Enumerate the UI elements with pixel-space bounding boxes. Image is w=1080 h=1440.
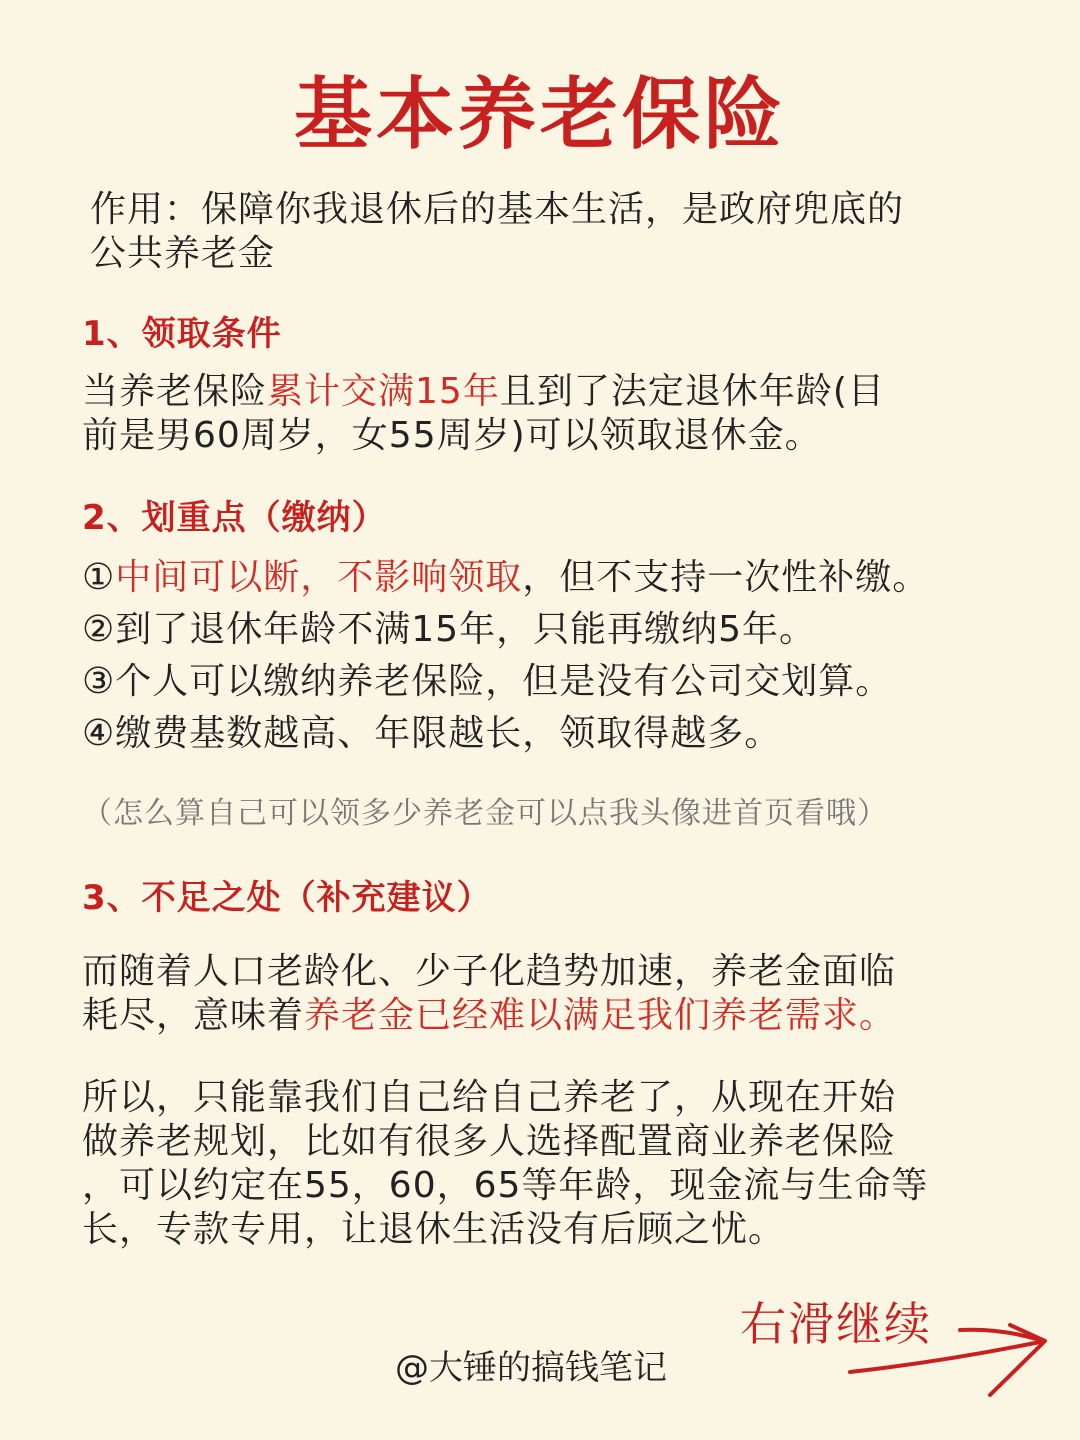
section1-text: 当养老保险 bbox=[82, 371, 268, 412]
swipe-hint: 右滑继续 bbox=[740, 1297, 932, 1351]
item-marker: ① bbox=[82, 557, 116, 598]
item1-text: ，但不支持一次性补缴。 bbox=[522, 557, 930, 598]
page-title: 基本养老保险 bbox=[293, 69, 786, 160]
section2-heading: 2、划重点（缴纳） bbox=[82, 498, 387, 538]
item1-highlight: 中间可以断，不影响领取 bbox=[115, 557, 523, 598]
section3-p1-line-2 bbox=[82, 994, 1002, 1038]
section3-p2-line-4: 长，专款专用，让退休生活没有后顾之忧。 bbox=[82, 1209, 786, 1250]
section3-p2-line-2: 做养老规划，比如有很多人选择配置商业养老保险 bbox=[82, 1121, 897, 1162]
list-item-1 bbox=[82, 552, 1002, 604]
section3-p2-line-3: ，可以约定在55，60，65等年龄，现金流与生命等 bbox=[82, 1165, 929, 1206]
section3-highlight: 养老金已经难以满足我们养老需求。 bbox=[304, 995, 897, 1036]
section2-list bbox=[82, 552, 1002, 760]
list-item-3: ③个人可以缴纳养老保险，但是没有公司交划算。 bbox=[82, 661, 893, 702]
section3-text: 耗尽，意味着 bbox=[82, 995, 305, 1036]
intro-line-1: 作用：保障你我退休后的基本生活，是政府兜底的 bbox=[90, 189, 905, 230]
section1-body bbox=[82, 370, 1002, 458]
section1-line-2: 前是男60周岁，女55周岁)可以领取退休金。 bbox=[82, 415, 822, 456]
section3-p1-line-1: 而随着人口老龄化、少子化趋势加速，养老金面临 bbox=[82, 951, 897, 992]
section1-heading: 1、领取条件 bbox=[82, 314, 282, 354]
intro bbox=[90, 188, 1010, 276]
section1-line-1 bbox=[82, 370, 1002, 414]
author-handle: @大锤的搞钱笔记 bbox=[395, 1348, 667, 1388]
section3-heading: 3、不足之处（补充建议） bbox=[82, 878, 492, 918]
section1-text: 且到了法定退休年龄(目 bbox=[499, 371, 885, 412]
section3-p2-line-1: 所以，只能靠我们自己给自己养老了，从现在开始 bbox=[82, 1077, 897, 1118]
intro-line-2: 公共养老金 bbox=[90, 233, 276, 274]
section1-highlight: 累计交满15年 bbox=[267, 371, 500, 412]
arrow-right-icon bbox=[840, 1300, 1060, 1400]
list-item-4: ④缴费基数越高、年限越长，领取得越多。 bbox=[82, 713, 782, 754]
section3-paragraph-1 bbox=[82, 950, 1002, 1038]
tip-note: （怎么算自己可以领多少养老金可以点我头像进首页看哦） bbox=[82, 796, 888, 831]
list-item-2: ②到了退休年龄不满15年，只能再缴纳5年。 bbox=[82, 609, 816, 650]
section3-paragraph-2 bbox=[82, 1076, 1002, 1252]
